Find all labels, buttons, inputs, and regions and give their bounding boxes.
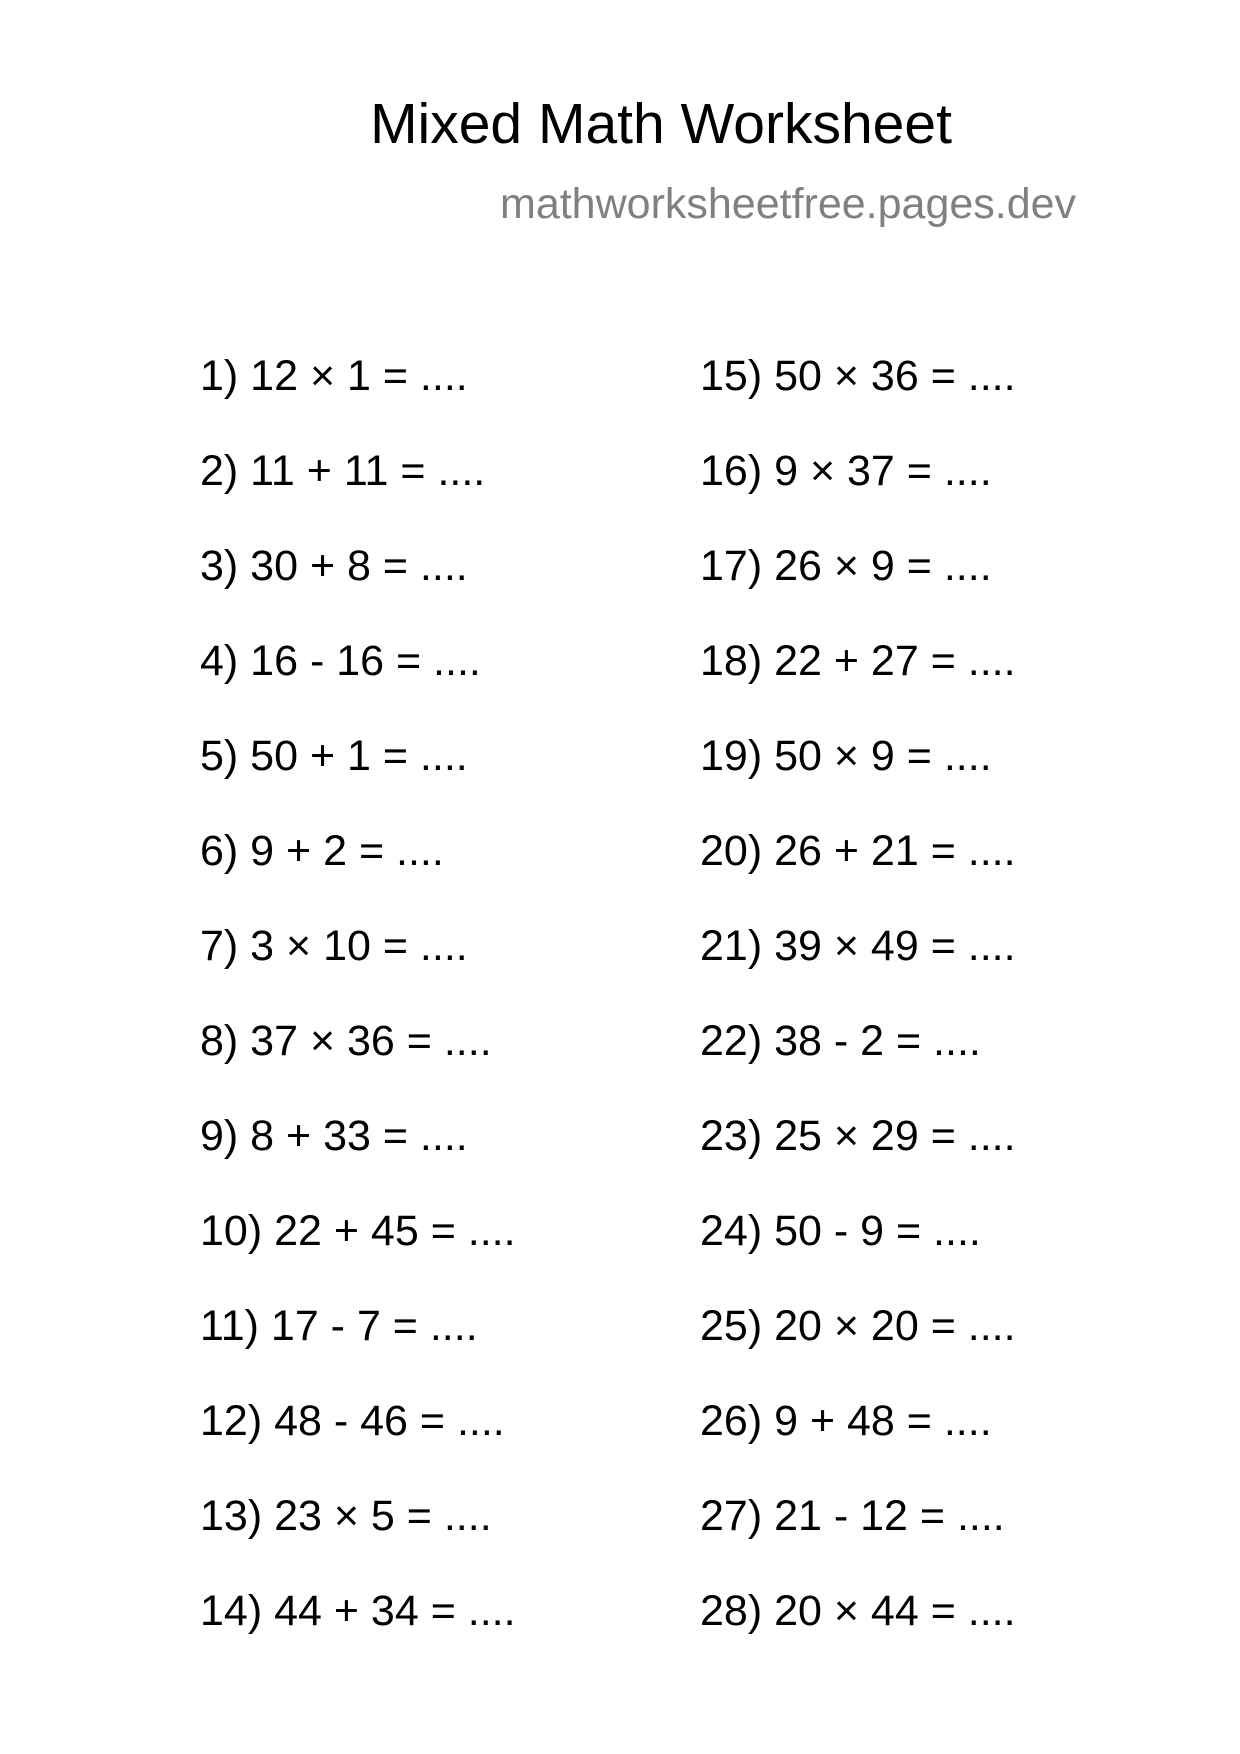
website-url: mathworksheetfree.pages.dev [500,180,1077,228]
problem-item: 2) 11 + 11 = .... [200,447,486,495]
problem-item: 1) 12 × 1 = .... [200,352,468,400]
problem-item: 25) 20 × 20 = .... [700,1302,1016,1350]
worksheet-title: Mixed Math Worksheet [370,92,952,156]
problem-item: 4) 16 - 16 = .... [200,637,481,685]
problem-item: 26) 9 + 48 = .... [700,1397,992,1445]
problem-item: 21) 39 × 49 = .... [700,922,1016,970]
problem-item: 28) 20 × 44 = .... [700,1587,1016,1635]
problem-item: 22) 38 - 2 = .... [700,1017,981,1065]
problem-item: 6) 9 + 2 = .... [200,827,444,875]
problem-item: 5) 50 + 1 = .... [200,732,468,780]
problem-column-left [200,352,516,1685]
problem-item: 23) 25 × 29 = .... [700,1112,1016,1160]
problem-item: 19) 50 × 9 = .... [700,732,992,780]
problem-item: 15) 50 × 36 = .... [700,352,1016,400]
problem-item: 24) 50 - 9 = .... [700,1207,981,1255]
problem-column-right [700,352,1016,1685]
problem-item: 10) 22 + 45 = .... [200,1207,516,1255]
problem-item: 14) 44 + 34 = .... [200,1587,516,1635]
problem-item: 3) 30 + 8 = .... [200,542,468,590]
problem-item: 12) 48 - 46 = .... [200,1397,505,1445]
problem-item: 20) 26 + 21 = .... [700,827,1016,875]
problem-item: 9) 8 + 33 = .... [200,1112,468,1160]
problem-item: 16) 9 × 37 = .... [700,447,992,495]
problem-item: 13) 23 × 5 = .... [200,1492,492,1540]
problem-item: 8) 37 × 36 = .... [200,1017,492,1065]
problem-item: 27) 21 - 12 = .... [700,1492,1005,1540]
problem-item: 18) 22 + 27 = .... [700,637,1016,685]
problem-item: 7) 3 × 10 = .... [200,922,468,970]
problem-item: 17) 26 × 9 = .... [700,542,992,590]
problem-item: 11) 17 - 7 = .... [200,1302,478,1350]
